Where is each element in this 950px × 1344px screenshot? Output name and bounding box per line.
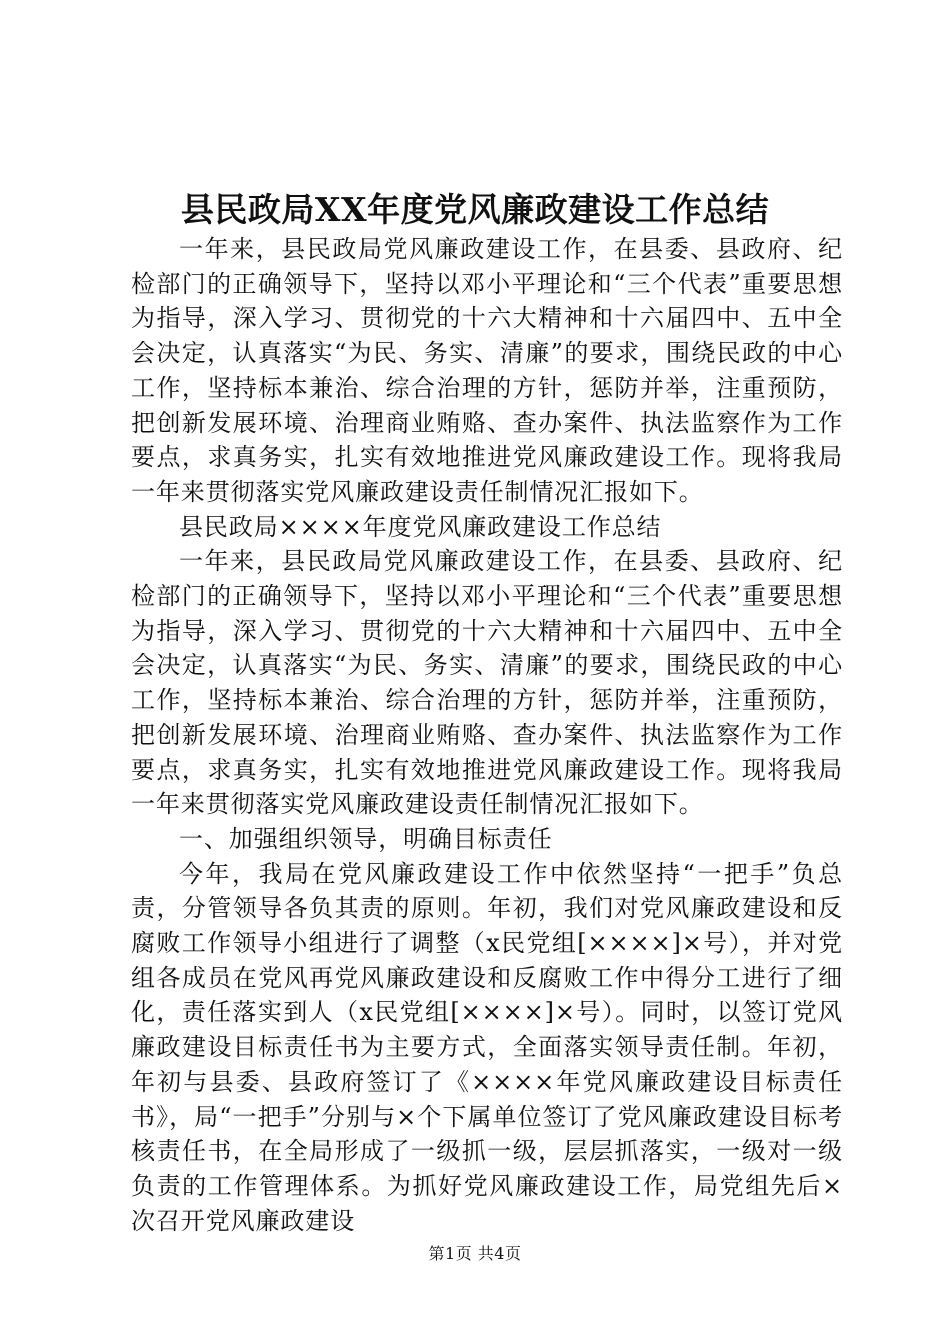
document-title: 县民政局XX年度党风廉政建设工作总结	[180, 190, 770, 229]
section-heading: 一、加强组织领导，明确目标责任	[179, 824, 553, 853]
page-footer: 第1页 共4页	[428, 1244, 522, 1263]
repeated-title-line: 县民政局××××年度党风廉政建设工作总结	[179, 512, 662, 541]
section-paragraph: 今年，我局在党风廉政建设工作中依然坚持“一把手”负总责，分管领导各负其责的原则。年初，我们对党风廉政建设和反腐败工作领导小组进行了调整（x民党组[××××]×号），并对党组各成员在党风再党风廉政建设和反腐败工作中得分工进行了细化，责任落实到人（x民党组[××××]×号）。同时，以签订党风廉政建设目标责任书为主要方式，全面落实领导责任制。年初，年初与县委、县政府签订了《××××年党风廉政建设目标责任书》，局“一把手”分别与×个下属单位签订了党风廉政建设目标考核责任书，在全局形成了一级抓一级，层层抓落实，一级对一级负责的工作管理体系。为抓好党风廉政建设工作，局党组先后×次召开党风廉政建设	[131, 859, 843, 1235]
intro-paragraph-repeat: 一年来，县民政局党风廉政建设工作，在县委、县政府、纪检部门的正确领导下，坚持以邓小平理论和“三个代表”重要思想为指导，深入学习、贯彻党的十六大精神和十六届四中、五中全会决定，认真落实“为民、务实、清廉”的要求，围绕民政的中心工作，坚持标本兼治、综合治理的方针，惩防并举，注重预防，把创新发展环境、治理商业贿赂、查办案件、执法监察作为工作要点，求真务实，扎实有效地推进党风廉政建设工作。现将我局一年来贯彻落实党风廉政建设责任制情况汇报如下。	[131, 547, 843, 819]
document-body	[131, 232, 843, 1238]
intro-paragraph: 一年来，县民政局党风廉政建设工作，在县委、县政府、纪检部门的正确领导下，坚持以邓小平理论和“三个代表”重要思想为指导，深入学习、贯彻党的十六大精神和十六届四中、五中全会决定，认真落实“为民、务实、清廉”的要求，围绕民政的中心工作，坚持标本兼治、综合治理的方针，惩防并举，注重预防，把创新发展环境、治理商业贿赂、查办案件、执法监察作为工作要点，求真务实，扎实有效地推进党风廉政建设工作。现将我局一年来贯彻落实党风廉政建设责任制情况汇报如下。	[131, 235, 843, 506]
